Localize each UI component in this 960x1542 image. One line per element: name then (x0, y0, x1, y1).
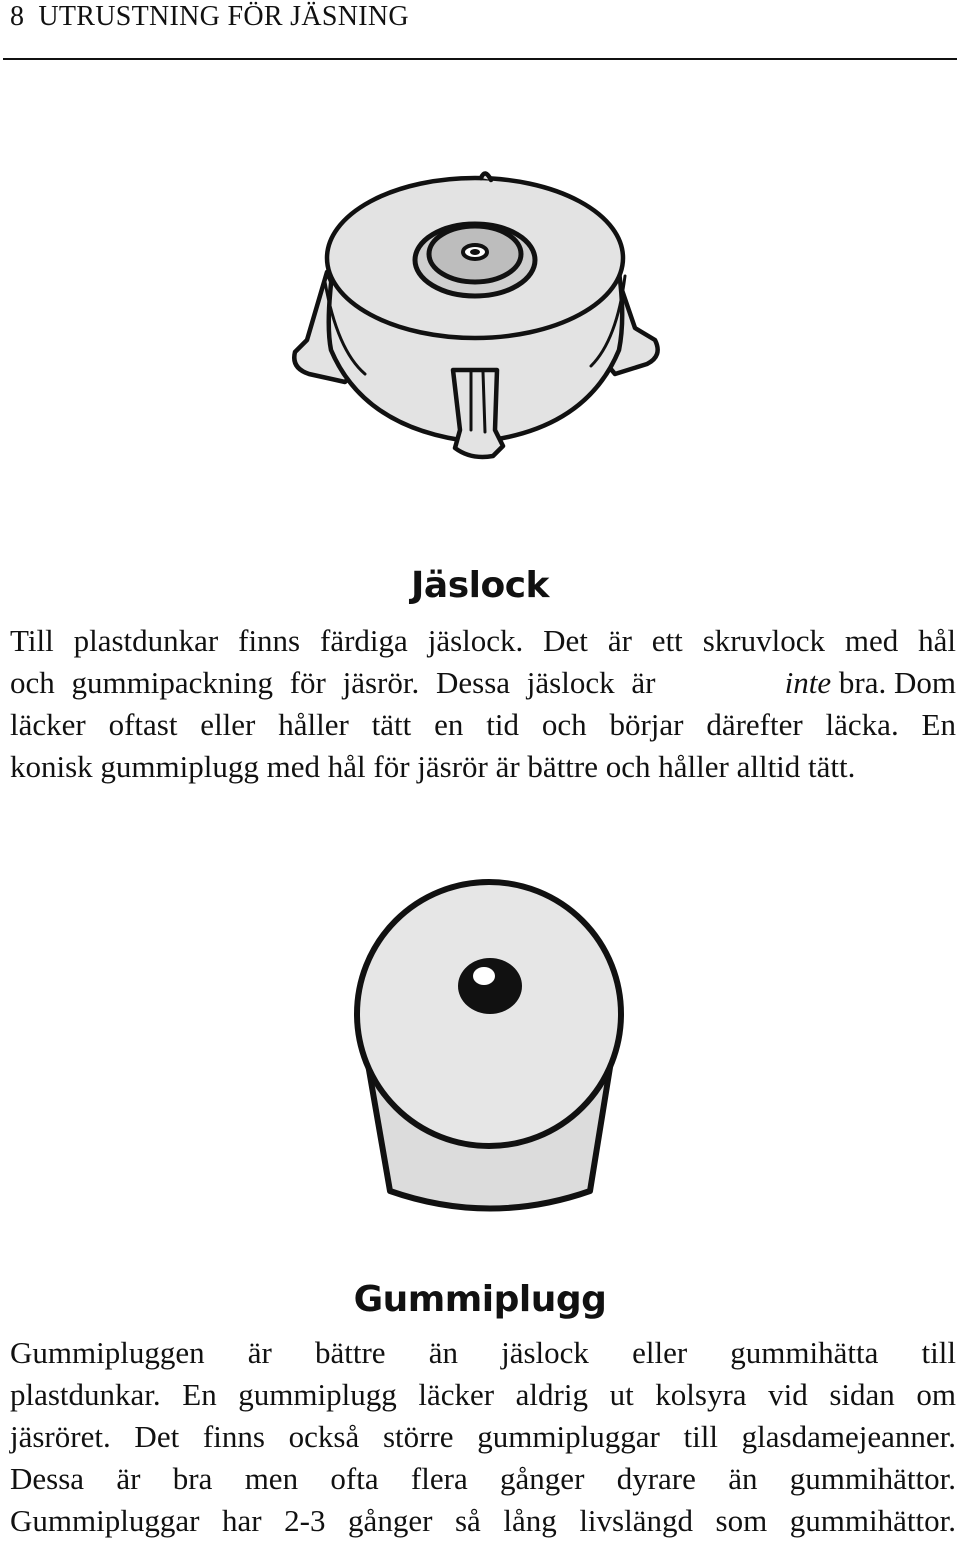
paragraph-line: Gummipluggen är bättre än jäslock eller gummihätta till (10, 1335, 956, 1370)
text-run: bra. Dom (831, 665, 956, 700)
paragraph-line: Till plastdunkar finns färdiga jäslock. Det är ett skruvlock med hål (10, 623, 956, 658)
paragraph-line: Dessa är bra men ofta flera gånger dyrare än gummihättor. (10, 1461, 956, 1496)
emphasis-text: inte (784, 665, 832, 700)
rubber-stopper-illustration (350, 876, 630, 1226)
header-rule (3, 58, 957, 60)
section-title-gummiplugg: Gummiplugg (353, 1279, 607, 1320)
paragraph-line: konisk gummiplugg med hål för jäsrör är bättre och håller alltid tätt. (10, 749, 856, 784)
running-head (10, 0, 409, 34)
text-run: och gummipackning för jäsrör. Dessa jäslock är (10, 665, 673, 700)
paragraph-jaslock (10, 620, 956, 788)
rubber-stopper-icon (350, 876, 630, 1226)
paragraph-gummiplugg (10, 1332, 956, 1542)
paragraph-line: jäsröret. Det finns också större gummipluggar till glasdamejeanner. (10, 1419, 956, 1454)
chapter-title: UTRUSTNING FÖR JÄSNING (38, 1, 409, 32)
paragraph-line (10, 662, 956, 704)
section-title-jaslock: Jäslock (411, 565, 549, 606)
paragraph-line: läcker oftast eller håller tätt en tid och börjar därefter läcka. En (10, 707, 956, 742)
paragraph-line: Gummipluggar har 2-3 gånger så lång livslängd som gummihättor. (10, 1503, 956, 1538)
paragraph-line: plastdunkar. En gummiplugg läcker aldrig ut kolsyra vid sidan om (10, 1377, 956, 1412)
page-number: 8 (10, 1, 25, 32)
fermentation-lid-icon (285, 160, 670, 480)
fermentation-lid-illustration (285, 160, 670, 480)
